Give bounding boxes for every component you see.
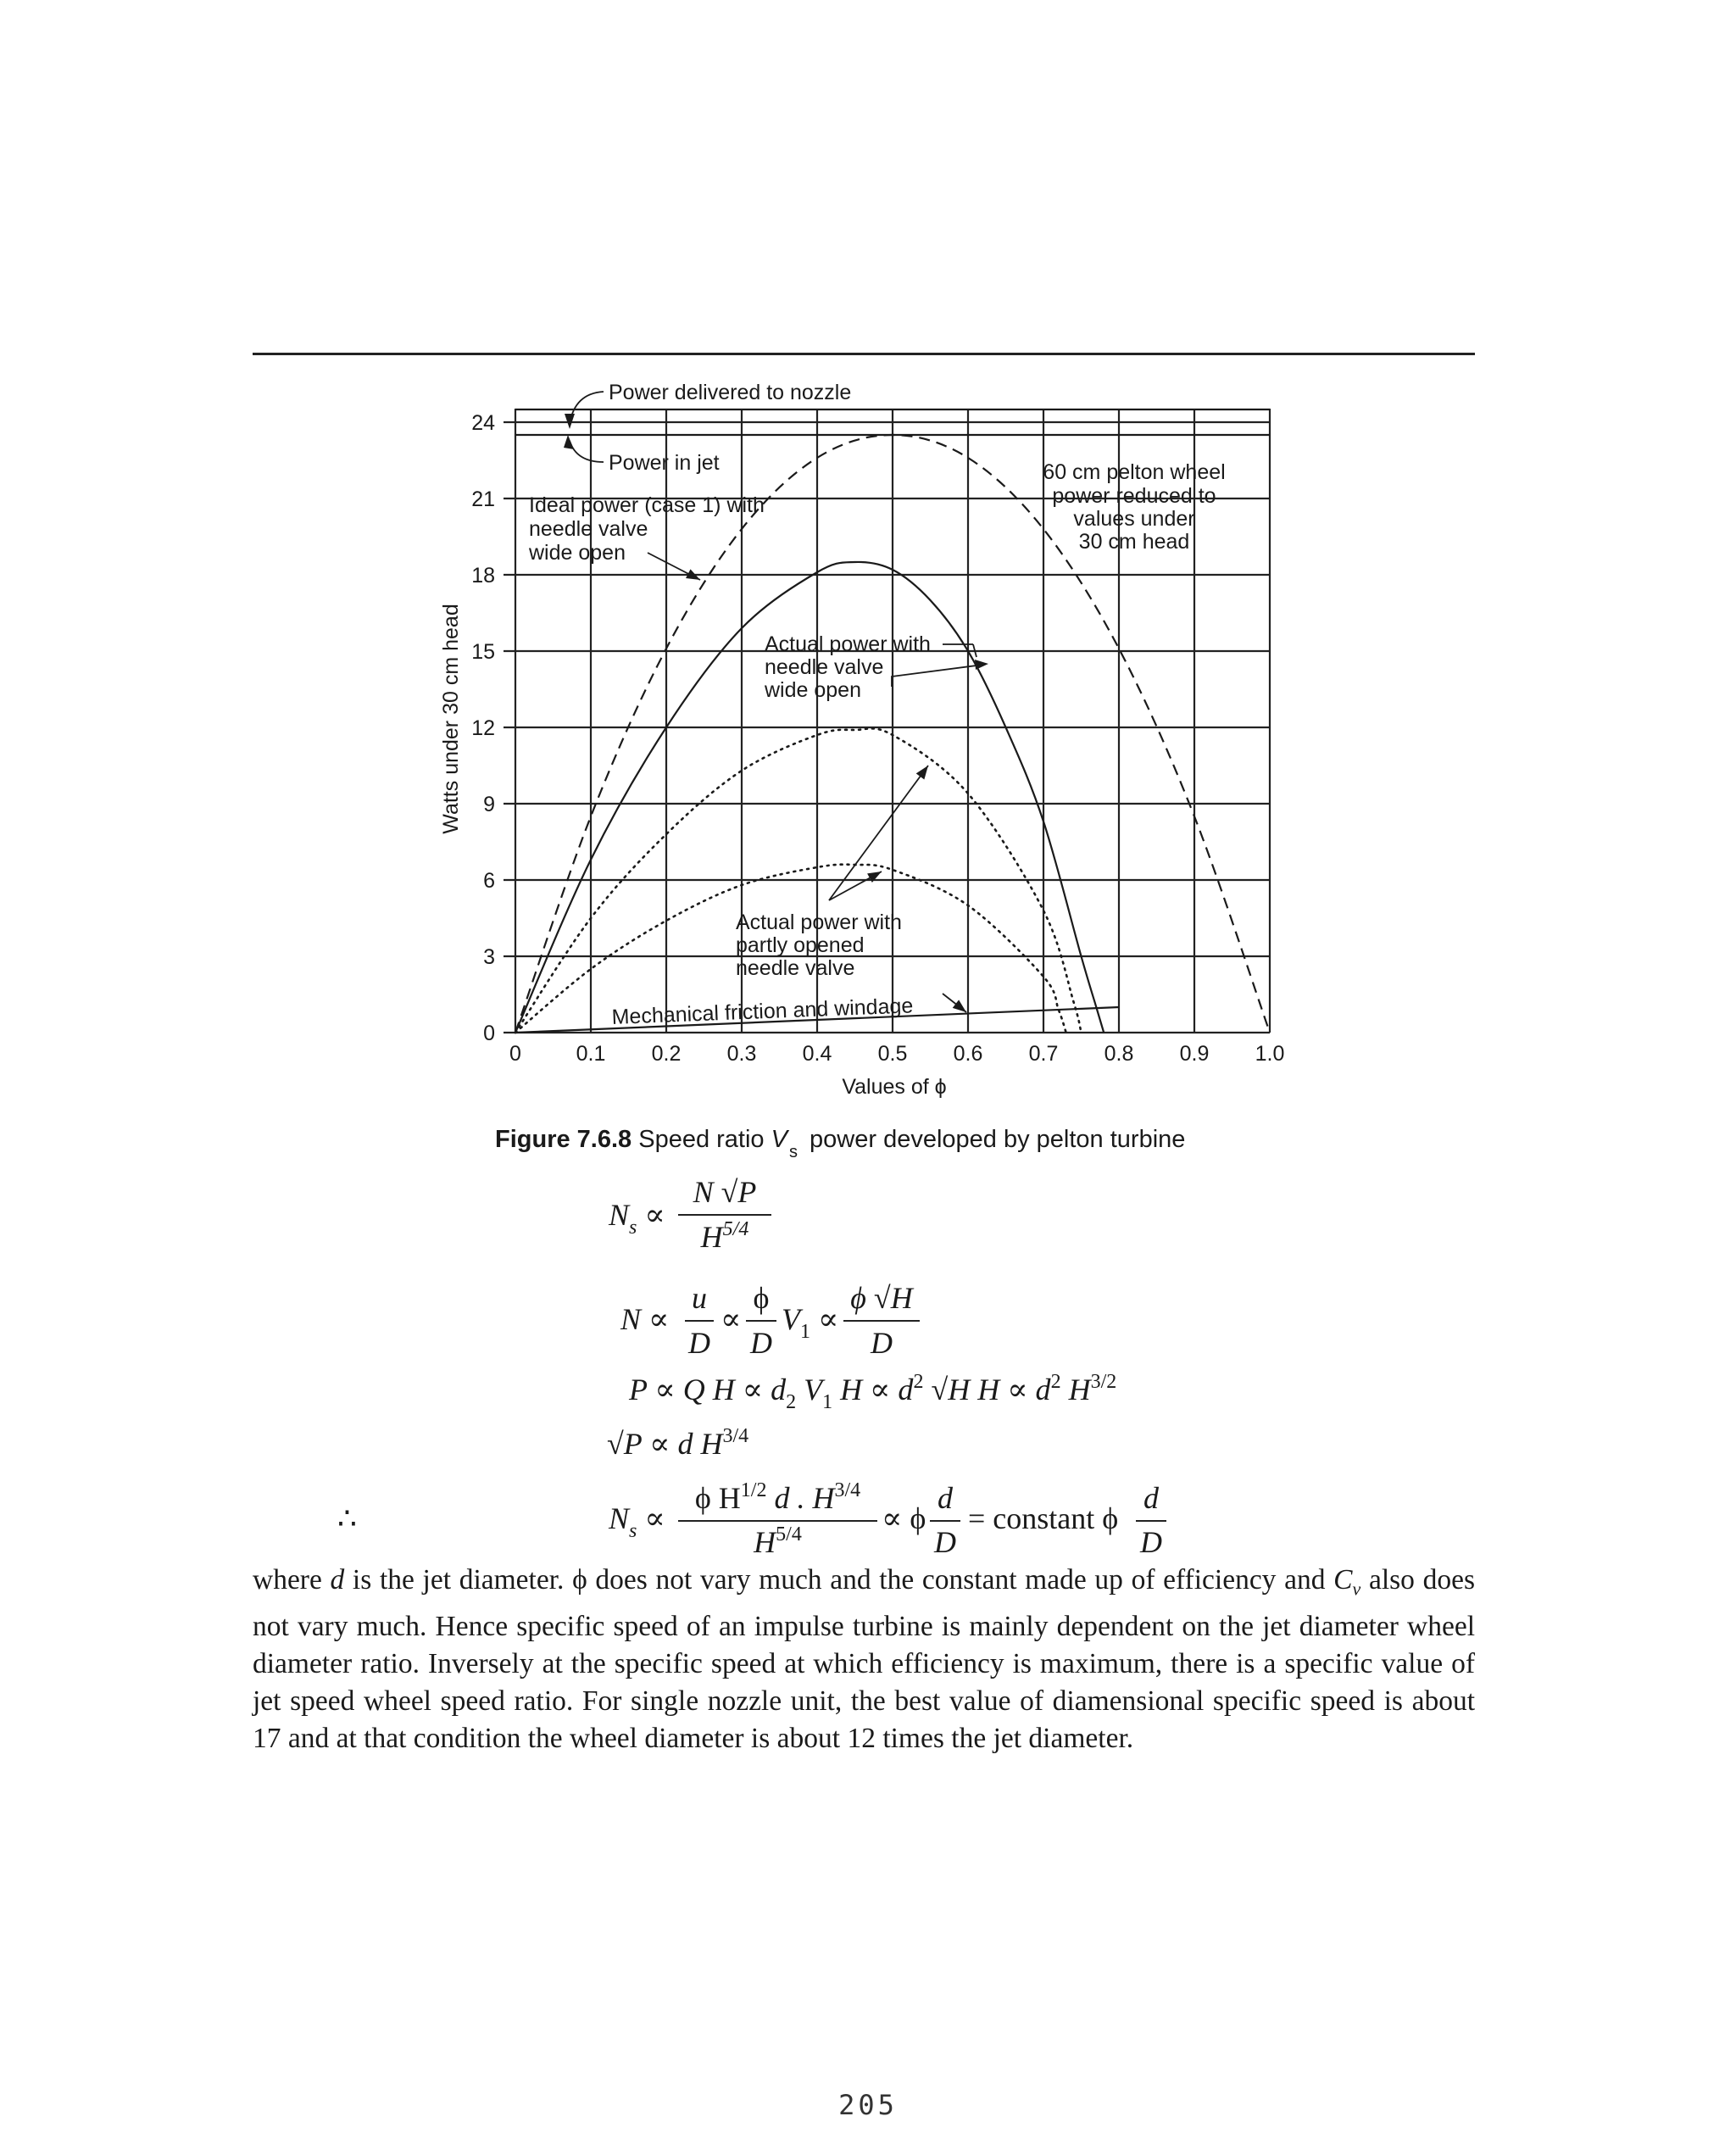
eq3-sub-1: 2 [786,1391,797,1413]
para-part-3: also does not vary much. Hence specific speed of an impulse turbine is mainly dependent on the jet diameter wheel diameter ratio. Inversely at the specific speed at which efficiency is maximum, there is a specific value of jet speed wheel speed ratio. For single nozzle unit, the best value of diamensional specific speed is about 17 and at that condition the wheel diameter is about 12 times the jet diameter. [253,1564,1475,1754]
caption-s: s [788,1143,798,1161]
eq2-v1 [782,1301,839,1343]
eq5-den-sup: 5/4 [776,1523,802,1545]
y-tick-label: 12 [471,716,495,740]
x-axis-title: Values of ϕ [842,1075,947,1099]
eq1-denominator [678,1219,771,1255]
eq5-lhs [609,1501,665,1542]
eq3-sup-3: 3/2 [1090,1371,1117,1393]
equation-4 [607,1426,748,1462]
eq4-text: √P ∝ d H [607,1427,723,1461]
y-tick-label: 6 [483,869,495,893]
therefore-symbol: ∴ [337,1501,357,1535]
annotation-ideal-2: needle valve [529,517,648,541]
eq3-part-4: √H H ∝ d [923,1373,1051,1406]
caption-v: V [771,1126,787,1153]
leader-power-in-jet-head [564,435,574,449]
eq5-num-sup-1: 1/2 [740,1479,767,1501]
y-tick-label: 24 [471,411,495,435]
eq2-f3-num: ϕ √H [850,1281,913,1315]
x-tick-label: 0.1 [576,1042,606,1066]
eq2-lhs-n: N [620,1302,642,1336]
annotation-power-in-jet: Power in jet [609,451,720,475]
eq2-f3-den: D [871,1326,893,1360]
eq5-num-sup-2: 3/4 [834,1479,861,1501]
annotation-actual-wide-1: Actual power with [765,632,931,656]
eq1-lhs-sub: s [629,1217,637,1239]
eq1-den-sup: 5/4 [722,1218,749,1240]
figure-caption [495,1126,1186,1161]
eq5-lhs-n: N [609,1501,630,1535]
para-part-1: where [253,1564,331,1596]
y-tick-label: 0 [483,1022,495,1045]
equation-1 [609,1197,665,1239]
eq2-f3-bar [843,1320,920,1322]
eq3-sup-2: 2 [1050,1371,1061,1393]
leader-power-delivered [570,392,604,424]
figure-number: Figure 7.6.8 [495,1126,632,1153]
x-tick-label: 0.5 [877,1042,908,1066]
eq4-sup: 3/4 [722,1425,749,1447]
y-tick-label: 18 [471,564,495,588]
y-axis-title: Watts under 30 cm head [439,604,463,834]
y-tick-label: 3 [483,945,495,969]
eq2-f1-bar [685,1320,714,1322]
eq5-denominator [678,1524,877,1560]
annotation-power-delivered: Power delivered to nozzle [609,381,852,404]
eq2-f2-bar [746,1320,776,1322]
eq3-sub-2: 1 [822,1391,833,1413]
x-tick-label: 0.3 [726,1042,757,1066]
eq2-f1-num: u [692,1281,707,1315]
leader-actual-wide-c-head [975,660,988,670]
leader-power-in-jet [570,441,604,462]
eq5-fraction-bar [678,1520,877,1522]
eq5-den-h: H [754,1525,776,1559]
eq3-part-3: H ∝ d [832,1373,914,1406]
page-number: 205 [838,2089,898,2121]
eq5-f-num: d [938,1481,953,1515]
eq3-part-1: P ∝ Q H ∝ d [629,1373,787,1406]
eq1-fraction-bar [678,1214,771,1216]
para-part-2: is the jet diameter. ϕ does not vary much and the constant made up of efficiency and [344,1564,1334,1596]
annotation-actual-wide-3: wide open [765,678,861,702]
eq5-f2-num: d [1143,1481,1159,1515]
caption-text-b: power developed by pelton turbine [810,1126,1186,1153]
eq5-lhs-sub: s [629,1520,637,1542]
eq5-f2-bar [1136,1520,1166,1522]
eq5-num-2: d . H [766,1481,835,1515]
eq5-f-bar [930,1520,960,1522]
eq1-den-h: H [700,1220,723,1254]
y-tick-label: 15 [471,640,495,664]
eq5-constant: = constant ϕ [968,1501,1119,1535]
caption-text-a: Speed ratio [638,1126,765,1153]
eq2-lhs [620,1301,669,1337]
annotation-pelton-4: 30 cm head [1078,530,1190,554]
eq2-f2-den: D [750,1326,772,1360]
annotation-partly-1: Actual power with [736,911,902,934]
eq3-part-5: H [1060,1373,1091,1406]
eq5-f-den: D [934,1525,956,1559]
eq2-v-sub: 1 [800,1321,810,1343]
eq2-f2-num: ϕ [753,1281,770,1315]
x-tick-label: 0.9 [1179,1042,1210,1066]
leader-actual-wide-c [892,665,983,687]
x-tick-label: 0 [509,1042,521,1066]
eq2-prop-2: ∝ [721,1302,742,1336]
annotation-ideal-1: Ideal power (case 1) with [529,493,765,517]
eq2-v: V [782,1302,800,1336]
para-c-sub: v [1352,1578,1361,1600]
eq5-prop: ∝ [644,1501,665,1535]
eq3-sup-1: 2 [913,1371,924,1393]
eq2-f1-den: D [688,1326,710,1360]
eq3-part-2: V [796,1373,823,1406]
annotation-pelton-3: values under [1073,507,1195,531]
y-tick-label: 9 [483,793,495,816]
annotation-friction: Mechanical friction and windage [611,994,914,1029]
eq2-prop-3: ∝ [818,1302,839,1336]
annotation-partly-2: partly opened [736,933,865,957]
eq5-numerator [678,1480,877,1516]
x-tick-label: 0.4 [802,1042,832,1066]
body-paragraph [253,1562,1475,1757]
x-tick-label: 0.6 [953,1042,983,1066]
x-tick-label: 0.8 [1104,1042,1134,1066]
eq5-phi: ∝ ϕ [882,1501,926,1535]
para-c: C [1333,1564,1353,1596]
annotation-pelton-2: power reduced to [1052,484,1216,508]
y-tick-label: 21 [471,487,495,511]
eq5-num-1: ϕ H [694,1481,741,1515]
eq1-lhs: N [609,1198,630,1232]
x-tick-label: 0.2 [651,1042,682,1066]
para-d: d [330,1564,345,1596]
eq2-prop-1: ∝ [648,1302,670,1336]
leader-friction-head [953,1000,966,1012]
eq1-numerator: N √P [693,1175,757,1209]
annotation-partly-3: needle valve [736,956,855,980]
x-tick-label: 0.7 [1028,1042,1059,1066]
eq1-prop: ∝ [644,1198,665,1232]
x-tick-label: 1.0 [1255,1042,1285,1066]
annotation-actual-wide-2: needle valve [765,655,884,679]
annotation-pelton-1: 60 cm pelton wheel [1043,460,1226,484]
annotation-ideal-3: wide open [529,541,626,565]
leader-partly-upper-head [916,766,928,779]
eq5-f2-den: D [1140,1525,1162,1559]
equation-3 [629,1371,1117,1413]
